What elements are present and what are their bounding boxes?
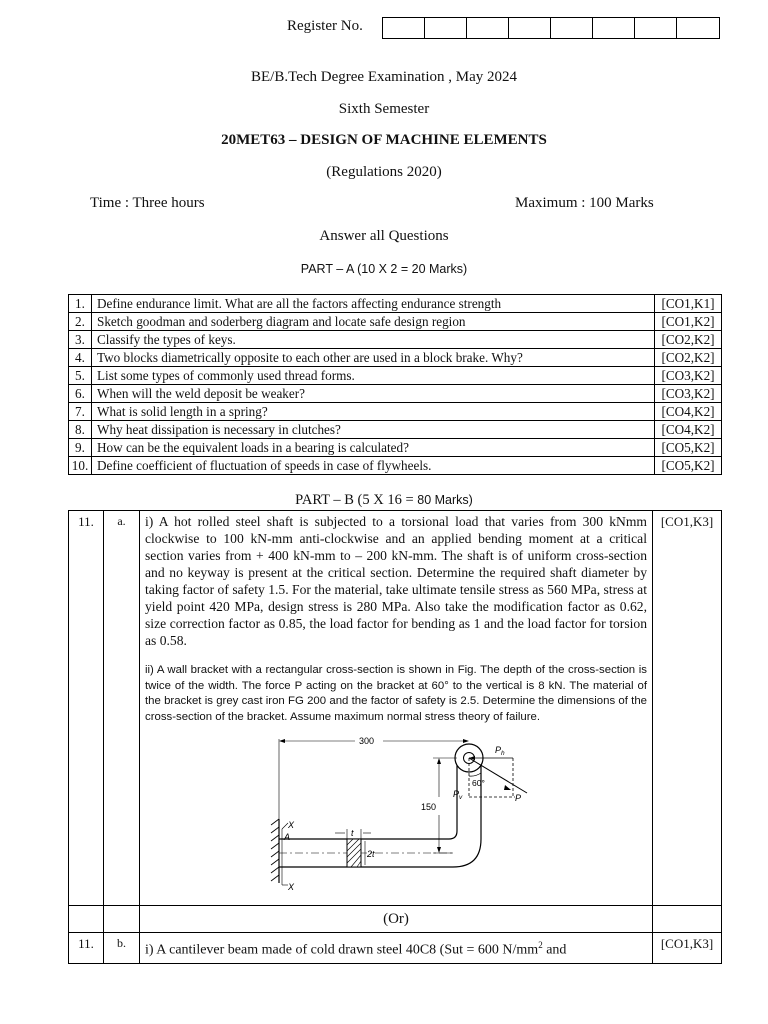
question-number: 11.: [69, 511, 104, 906]
angle-arc: [469, 773, 481, 776]
course-outcome: [CO3,K2]: [655, 367, 722, 385]
wall-bracket-figure: [267, 733, 522, 895]
question-11a-part-ii: ii) A wall bracket with a rectangular cross-section is shown in Fig. The depth of the cross-section is twice of the width. The force P acting on the bracket at 60° to the vertical is 8 kN. The material of the bracket is grey cast iron FG 200 and the factor of safety is 2.5. Determine the dimensions of the cross-section of the bracket. Assume maximum normal stress theory of failure.: [145, 664, 647, 723]
course-outcome: [CO2,K2]: [655, 331, 722, 349]
part-a-question-row: [69, 331, 722, 349]
part-a-question-row: [69, 385, 722, 403]
question-number: 1.: [69, 295, 92, 313]
bracket-upper-edge: [279, 761, 457, 839]
question-text: Two blocks diametrically opposite to each other are used in a block brake. Why?: [92, 349, 655, 367]
question-text: What is solid length in a spring?: [92, 403, 655, 421]
question-number: 9.: [69, 439, 92, 457]
section-x-top-label: X: [288, 820, 295, 830]
question-11b-text: [145, 935, 647, 961]
wall-hatching: [271, 819, 279, 881]
angle-label: 60°: [472, 778, 485, 788]
course-outcome: [CO1,K3]: [653, 511, 722, 906]
question-text: When will the weld deposit be weaker?: [92, 385, 655, 403]
exam-title: BE/B.Tech Degree Examination , May 2024: [251, 69, 517, 85]
question-text: Sketch goodman and soderberg diagram and locate safe design region: [92, 313, 655, 331]
register-number-boxes[interactable]: [382, 17, 720, 39]
course-outcome: [CO5,K2]: [655, 439, 722, 457]
dim-arrow: [279, 739, 285, 743]
force-p-arrow: [504, 785, 511, 790]
part-a-question-row: [69, 457, 722, 475]
dim-2t-label: 2t: [367, 849, 375, 859]
part-a-question-row: [69, 439, 722, 457]
register-box[interactable]: [509, 18, 551, 38]
course-title: 20MET63 – DESIGN OF MACHINE ELEMENTS: [221, 132, 547, 148]
register-box[interactable]: [677, 18, 719, 38]
dim-arrow: [463, 739, 469, 743]
part-a-table: [68, 294, 722, 475]
question-body: [140, 933, 653, 964]
instruction: Answer all Questions: [319, 228, 449, 244]
superscript: 2: [538, 940, 543, 950]
part-a-title: PART – A (10 X 2 = 20 Marks): [300, 262, 468, 276]
maximum-marks: Maximum : 100 Marks: [515, 195, 654, 211]
force-ph-label: $P_h$: [495, 745, 505, 757]
question-11a-part-i: i) A hot rolled steel shaft is subjected to a torsional load that varies from 300 kNmm clockwise to 100 kN-mm anti-clockwise and an applied bending moment at a critical section varies from + 400 kN-mm to – 200 kN-mm. The shaft is of uniform cross-section and no keyway is present at the critical section. Determine the required shaft diameter by taking factor of safety 1.5. For the material, take ultimate tensile stress as 560 MPa, stress at yield point 420 MPa, design stress is 280 MPa. Also take the modification factor as 0.62, size correction factor as 0.85, the load factor for bending as 1 and the load factor for torsion as 0.58.: [145, 514, 647, 648]
question-number: 8.: [69, 421, 92, 439]
or-row: [69, 906, 722, 933]
register-box[interactable]: [593, 18, 635, 38]
question-number: 5.: [69, 367, 92, 385]
part-a-question-row: [69, 421, 722, 439]
part-a-question-row: [69, 349, 722, 367]
question-text: Why heat dissipation is necessary in clutches?: [92, 421, 655, 439]
dim-150-label: 150: [421, 802, 437, 812]
question-text: Define endurance limit. What are all the factors affecting endurance strength: [92, 295, 655, 313]
course-outcome: [CO3,K2]: [655, 385, 722, 403]
part-a-question-row: [69, 313, 722, 331]
question-number: 10.: [69, 457, 92, 475]
register-box[interactable]: [425, 18, 467, 38]
question-option: a.: [104, 511, 140, 906]
part-a-question-row: [69, 367, 722, 385]
force-p-label: P: [515, 793, 522, 803]
regulations: (Regulations 2020): [326, 164, 442, 180]
course-outcome: [CO5,K2]: [655, 457, 722, 475]
register-box[interactable]: [635, 18, 677, 38]
question-body: [140, 511, 653, 906]
point-a-label: A: [284, 832, 291, 842]
section-x-bottom-label: X: [288, 882, 295, 892]
register-box[interactable]: [551, 18, 593, 38]
force-pv-label: $P_v$: [453, 789, 463, 801]
part-b-title-marks: 80 Marks): [417, 493, 473, 507]
or-separator: (Or): [140, 906, 653, 933]
question-11b-row: [69, 933, 722, 964]
course-outcome: [CO1,K2]: [655, 313, 722, 331]
question-text: List some types of commonly used thread forms.: [92, 367, 655, 385]
empty-cell: [69, 906, 104, 933]
part-a-question-row: [69, 403, 722, 421]
part-a-question-row: [69, 295, 722, 313]
empty-cell: [104, 906, 140, 933]
question-text: How can be the equivalent loads in a bearing is calculated?: [92, 439, 655, 457]
semester: Sixth Semester: [338, 101, 430, 117]
question-number: 2.: [69, 313, 92, 331]
exam-duration: Time : Three hours: [90, 195, 205, 211]
register-number-label: Register No.: [287, 18, 363, 34]
register-box[interactable]: [467, 18, 509, 38]
question-number: 7.: [69, 403, 92, 421]
course-outcome: [CO2,K2]: [655, 349, 722, 367]
question-text: Define coefficient of fluctuation of speeds in case of flywheels.: [92, 457, 655, 475]
dim-t-label: t: [351, 828, 354, 838]
course-outcome: [CO1,K1]: [655, 295, 722, 313]
question-number: 4.: [69, 349, 92, 367]
course-outcome: [CO4,K2]: [655, 421, 722, 439]
bracket-lower-edge: [279, 761, 481, 867]
question-option: b.: [104, 933, 140, 964]
dim-arrow: [437, 847, 441, 853]
dim-arrow: [437, 758, 441, 764]
question-number: 3.: [69, 331, 92, 349]
question-11a-row: [69, 511, 722, 906]
question-number: 6.: [69, 385, 92, 403]
register-box[interactable]: [383, 18, 425, 38]
course-outcome: [CO1,K3]: [653, 933, 722, 964]
dim-300-label: 300: [359, 736, 375, 746]
course-outcome: [CO4,K2]: [655, 403, 722, 421]
question-11b-text-start: i) A cantilever beam made of cold drawn steel 40C8 (Sut = 600 N/mm: [145, 942, 539, 958]
part-b-title-main: PART – B (5 X 16 =: [295, 492, 418, 508]
question-text: Classify the types of keys.: [92, 331, 655, 349]
part-b-title: [0, 492, 768, 509]
empty-cell: [653, 906, 722, 933]
question-11b-text-end: and: [542, 942, 567, 958]
question-number: 11.: [69, 933, 104, 964]
part-b-table: [68, 510, 722, 964]
